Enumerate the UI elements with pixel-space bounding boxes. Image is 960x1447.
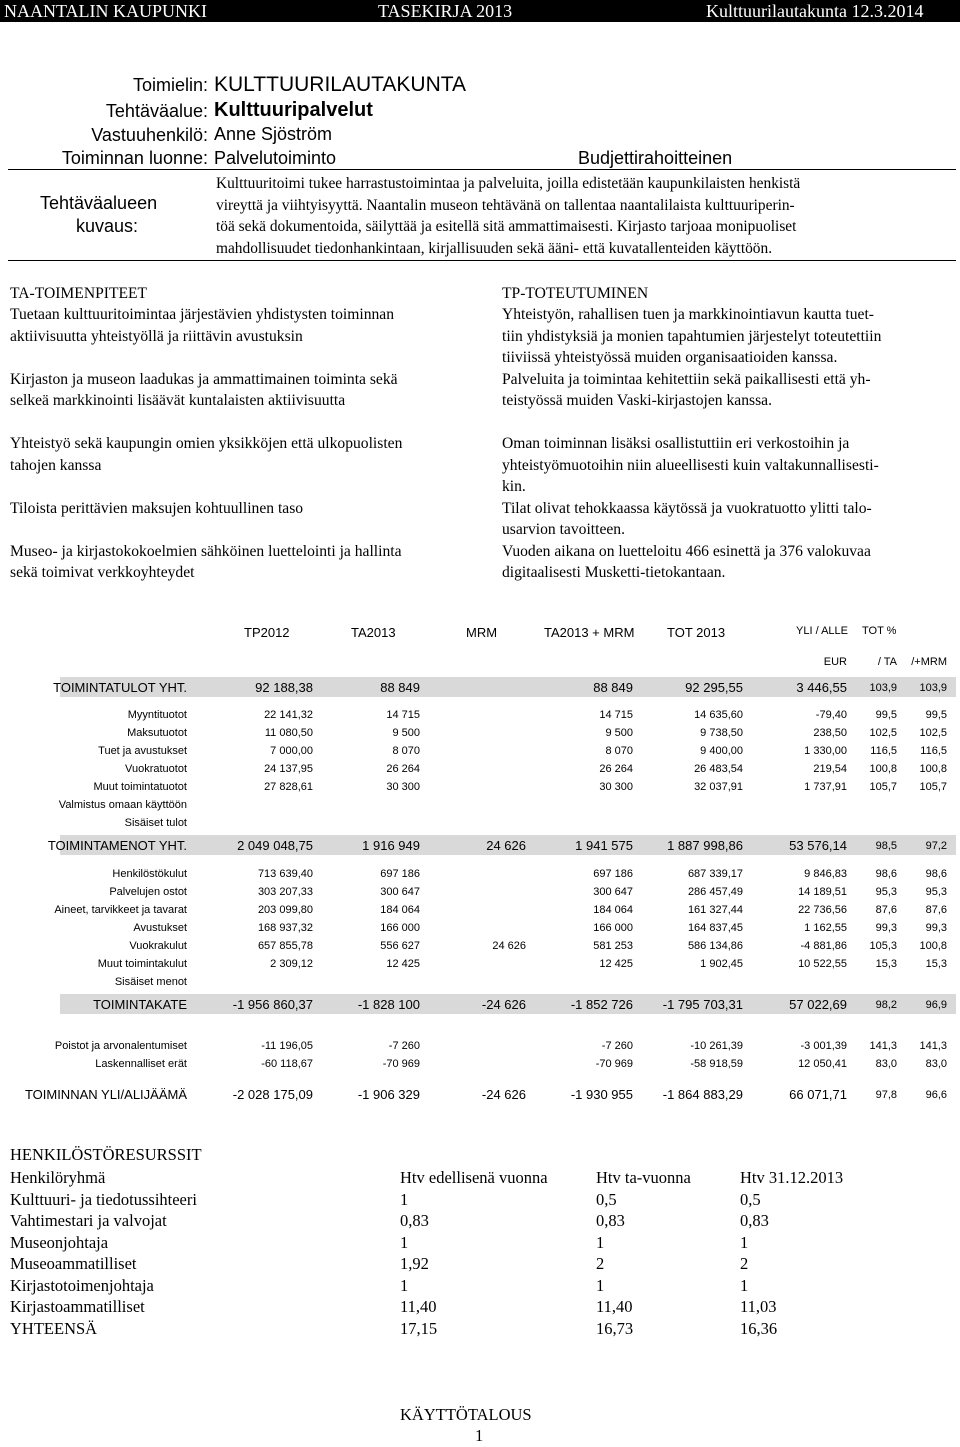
finance-col-header: YLI / ALLE xyxy=(796,625,848,637)
finance-cell: 116,5 xyxy=(920,745,947,757)
finance-row-label: Muut toimintakulut xyxy=(97,958,187,970)
finance-cell: 238,50 xyxy=(813,727,847,739)
finance-cell: 15,3 xyxy=(925,958,947,970)
total-row-label: TOIMINTAKATE xyxy=(93,997,187,1012)
finance-cell: -1 930 955 xyxy=(570,1087,633,1102)
finance-cell: 12 425 xyxy=(386,958,420,970)
finance-cell: 9 400,00 xyxy=(700,745,743,757)
finance-cell: 556 627 xyxy=(380,940,420,952)
finance-cell: 96,9 xyxy=(925,999,947,1011)
personnel-value: 0,5 xyxy=(596,1189,617,1209)
finance-cell: 99,5 xyxy=(875,709,897,721)
desc-line: vireyttä ja viihtyisyyttä. Naantalin museon tehtävänä on tallentaa naantalilaista kulttuuriperin- xyxy=(216,196,795,214)
personnel-group: YHTEENSÄ xyxy=(10,1318,98,1338)
finance-cell: 1 737,91 xyxy=(804,781,847,793)
ta-measure-line: Yhteistyö sekä kaupungin omien yksikköjen että ulkopuolisten xyxy=(10,435,403,452)
finance-cell: 105,7 xyxy=(919,781,947,793)
page-header-bar xyxy=(0,0,960,22)
label-toimielin: Toimielin: xyxy=(132,75,208,95)
finance-cell: 83,0 xyxy=(875,1058,897,1070)
finance-col-header: MRM xyxy=(466,625,498,640)
finance-cell: 116,5 xyxy=(870,745,897,757)
finance-cell: 9 738,50 xyxy=(700,727,743,739)
value-toimielin: KULTTUURILAUTAKUNTA xyxy=(214,73,467,96)
area-description xyxy=(216,173,956,259)
finance-cell: 102,5 xyxy=(919,727,947,739)
finance-cell: 203 099,80 xyxy=(257,904,313,916)
finance-row-label: Sisäiset tulot xyxy=(124,817,187,829)
finance-cell: -60 118,67 xyxy=(261,1058,313,1070)
personnel-group: Kulttuuri- ja tiedotussihteeri xyxy=(10,1189,197,1209)
ta-measure-line: Tuetaan kulttuuritoimintaa järjestävien yhdistysten toiminnan xyxy=(10,306,395,323)
finance-row-label: Avustukset xyxy=(133,922,187,934)
tp-outcome-line: usarvion tavoitteen. xyxy=(502,521,625,538)
finance-cell: 98,6 xyxy=(875,868,897,880)
tp-outcome-line: kin. xyxy=(502,478,526,495)
finance-cell: 713 639,40 xyxy=(257,868,313,880)
personnel-value: 1 xyxy=(400,1275,409,1295)
finance-cell: 141,3 xyxy=(919,1040,947,1052)
finance-cell: 87,6 xyxy=(925,904,947,916)
finance-cell: 303 207,33 xyxy=(257,886,313,898)
finance-cell: -10 261,39 xyxy=(690,1040,743,1052)
page-number: 1 xyxy=(475,1426,484,1445)
finance-cell: -1 956 860,37 xyxy=(232,997,313,1012)
ta-measure-line: Museo- ja kirjastokokoelmien sähköinen luettelointi ja hallinta xyxy=(10,542,402,560)
personnel-group: Museoammatilliset xyxy=(10,1254,137,1273)
finance-col-header: TOT 2013 xyxy=(667,625,726,640)
finance-cell: 1 902,45 xyxy=(700,958,743,970)
finance-cell: 184 064 xyxy=(380,904,420,916)
finance-cell: -1 906 329 xyxy=(357,1087,420,1102)
finance-cell: 9 500 xyxy=(605,727,633,739)
finance-cell: 286 457,49 xyxy=(687,886,743,898)
tp-outcome-line: tiiviissä yhteistyössä muiden organisaatioiden kanssa. xyxy=(502,349,838,366)
finance-cell: -79,40 xyxy=(815,709,847,721)
finance-cell: -3 001,39 xyxy=(800,1040,847,1052)
finance-cell: 657 855,78 xyxy=(257,940,313,952)
finance-cell: 98,5 xyxy=(875,840,897,852)
finance-row-label: Maksutuotot xyxy=(127,727,187,739)
personnel-value: 11,40 xyxy=(596,1297,633,1316)
ta-measure-line xyxy=(10,412,480,434)
finance-cell: 66 071,71 xyxy=(789,1087,847,1102)
header-document: TASEKIRJA 2013 xyxy=(378,1,513,21)
finance-cell: 53 576,14 xyxy=(789,838,847,853)
finance-cell: 95,3 xyxy=(875,886,897,898)
total-row-label: TOIMINTAMENOT YHT. xyxy=(47,838,187,853)
finance-cell: 12 425 xyxy=(599,958,633,970)
finance-cell: 166 000 xyxy=(380,922,420,934)
personnel-col-header: Henkilöryhmä xyxy=(10,1168,106,1187)
finance-row-label: Muut toimintatuotot xyxy=(93,781,187,793)
personnel-group: Kirjastoammatilliset xyxy=(10,1297,145,1316)
ta-measure-line: Kirjaston ja museon laadukas ja ammattimainen toiminta sekä xyxy=(10,370,398,388)
finance-cell: 96,6 xyxy=(925,1089,947,1101)
finance-cell: 14 715 xyxy=(386,709,420,721)
finance-cell: 1 916 949 xyxy=(362,838,420,853)
personnel-value: 1 xyxy=(740,1232,749,1252)
personnel-value: 1 xyxy=(400,1189,409,1209)
finance-cell: 87,6 xyxy=(875,904,897,916)
desc-line: Kulttuuritoimi tukee harrastustoimintaa ja palveluita, joilla edistetään kaupunkilaisten henkistä xyxy=(216,175,801,192)
finance-cell: 7 000,00 xyxy=(270,745,313,757)
finance-row-label: Sisäiset menot xyxy=(114,976,187,988)
finance-cell: -70 969 xyxy=(382,1058,420,1070)
finance-cell: 24 137,95 xyxy=(264,763,313,775)
finance-cell: 99,5 xyxy=(925,709,947,721)
tp-outcome-line: Palveluita ja toimintaa kehitettiin sekä paikallisesti että yh- xyxy=(502,370,871,388)
finance-cell: 3 446,55 xyxy=(796,680,847,695)
ta-measure-line: sekä toimivat verkkoyhteydet xyxy=(10,564,195,581)
finance-cell: 300 647 xyxy=(593,886,633,898)
personnel-col-header: Htv ta-vuonna xyxy=(596,1168,691,1187)
finance-cell: -1 795 703,31 xyxy=(662,997,743,1012)
tp-outcome-line: yhteistyömuotoihin niin alueellisesti kuin valtakunnallisesti- xyxy=(502,456,879,474)
finance-cell: 22 736,56 xyxy=(798,904,847,916)
finance-cell: 697 186 xyxy=(593,868,633,880)
finance-cell: 105,3 xyxy=(869,940,897,952)
personnel-value: 0,83 xyxy=(596,1211,625,1230)
finance-cell: 300 647 xyxy=(380,886,420,898)
personnel-group: Vahtimestari ja valvojat xyxy=(10,1211,167,1230)
tp-outcome-line: teistyössä muiden Vaski-kirjastojen kanssa. xyxy=(502,392,772,409)
header-board-date: Kulttuurilautakunta 12.3.2014 xyxy=(706,1,924,21)
finance-cell: 1 162,55 xyxy=(804,922,847,934)
ta-measure-line: selkeä markkinointi lisäävät kuntalaisten aktiivisuutta xyxy=(10,392,346,409)
finance-cell: 9 500 xyxy=(392,727,420,739)
finance-cell: 1 330,00 xyxy=(804,745,847,757)
finance-cell: -1 828 100 xyxy=(357,997,420,1012)
finance-cell: 102,5 xyxy=(869,727,897,739)
finance-cell: -24 626 xyxy=(481,1087,526,1102)
finance-col-header: TA2013 xyxy=(351,625,396,640)
tp-outcome-line: Oman toiminnan lisäksi osallistuttiin eri verkostoihin ja xyxy=(502,435,850,452)
finance-cell: 164 837,45 xyxy=(687,922,743,934)
finance-cell: 586 134,86 xyxy=(687,940,743,952)
finance-row-label: Aineet, tarvikkeet ja tavarat xyxy=(54,904,187,916)
personnel-value: 1 xyxy=(740,1275,749,1295)
finance-cell: -1 864 883,29 xyxy=(662,1087,743,1102)
finance-row-label: Henkilöstökulut xyxy=(112,868,187,880)
label-tehtavaalue: Tehtäväalue: xyxy=(105,101,208,121)
desc-label-line2: kuvaus: xyxy=(76,216,139,236)
finance-cell: 30 300 xyxy=(386,781,420,793)
finance-cell: 687 339,17 xyxy=(687,868,743,880)
finance-cell: 92 295,55 xyxy=(685,680,743,695)
label-toiminnan-luonne: Toiminnan luonne: xyxy=(61,148,208,168)
footer-title: KÄYTTÖTALOUS xyxy=(400,1405,532,1424)
finance-cell: 26 483,54 xyxy=(694,763,743,775)
divider xyxy=(8,169,956,170)
total-row-label: TOIMINNAN YLI/ALIJÄÄMÄ xyxy=(24,1087,187,1102)
ta-measures-title: TA-TOIMENPITEET xyxy=(10,285,148,302)
finance-col-header: TOT % xyxy=(862,625,897,637)
personnel-value: 0,5 xyxy=(740,1189,761,1209)
personnel-group: Kirjastotoimenjohtaja xyxy=(10,1275,154,1295)
finance-cell: 12 050,41 xyxy=(798,1058,847,1070)
tp-outcome-line: Yhteistyön, rahallisen tuen ja markkinointiavun kautta tuet- xyxy=(502,306,874,323)
ta-measure-line: aktiivisuutta yhteistyöllä ja riittävin avustuksin xyxy=(10,327,303,345)
tp-outcome-line: digitaalisesti Musketti-tietokantaan. xyxy=(502,564,726,581)
personnel-col-header: Htv edellisenä vuonna xyxy=(400,1168,548,1187)
finance-cell: -4 881,86 xyxy=(800,940,847,952)
personnel-value: 1 xyxy=(400,1232,409,1252)
finance-row-label: Palvelujen ostot xyxy=(109,886,187,898)
personnel-title: HENKILÖSTÖRESURSSIT xyxy=(10,1145,202,1164)
finance-cell: 103,9 xyxy=(869,682,897,694)
finance-cell: 100,8 xyxy=(919,940,947,952)
finance-row-label: Valmistus omaan käyttöön xyxy=(58,799,187,811)
finance-cell: 88 849 xyxy=(593,680,633,695)
ta-measures-list xyxy=(10,304,480,584)
ta-measure-line xyxy=(10,347,480,369)
personnel-value: 16,36 xyxy=(740,1318,778,1338)
finance-cell: 14 189,51 xyxy=(798,886,847,898)
finance-cell: 22 141,32 xyxy=(264,709,313,721)
finance-cell: 161 327,44 xyxy=(687,904,743,916)
finance-cell: 166 000 xyxy=(593,922,633,934)
finance-row-label: Vuokratuotot xyxy=(125,763,187,775)
finance-cell: 2 049 048,75 xyxy=(237,838,313,853)
ta-measure-line xyxy=(10,476,480,498)
tp-outcome-title: TP-TOTEUTUMINEN xyxy=(502,285,649,302)
finance-cell: 184 064 xyxy=(593,904,633,916)
ta-measure-line xyxy=(10,519,480,541)
personnel-value: 17,15 xyxy=(400,1318,438,1338)
finance-col-header: TP2012 xyxy=(244,625,290,640)
finance-cell: -7 260 xyxy=(601,1040,633,1052)
finance-cell: 95,3 xyxy=(925,886,947,898)
personnel-value: 0,83 xyxy=(400,1211,429,1230)
finance-cell: 15,3 xyxy=(875,958,897,970)
finance-cell: 97,8 xyxy=(875,1089,897,1101)
finance-cell: -58 918,59 xyxy=(690,1058,743,1070)
finance-cell: 92 188,38 xyxy=(255,680,313,695)
finance-cell: -2 028 175,09 xyxy=(232,1087,313,1102)
finance-cell: 98,2 xyxy=(875,999,897,1011)
finance-cell: 14 635,60 xyxy=(694,709,743,721)
finance-cell: 697 186 xyxy=(380,868,420,880)
finance-cell: 100,8 xyxy=(869,763,897,775)
ta-measure-line: tahojen kanssa xyxy=(10,456,102,474)
tp-outcome-line: Tilat olivat tehokkaassa käytössä ja vuokratuotto ylitti talo- xyxy=(502,499,872,517)
finance-col-header: TA2013 + MRM xyxy=(544,625,635,640)
tp-outcome-line: tiin yhdistyksiä ja monien tapahtumien järjestelyt toteutettiin xyxy=(502,327,882,345)
total-row-label: TOIMINTATULOT YHT. xyxy=(53,680,187,695)
finance-col-subheader: /+MRM xyxy=(911,656,947,668)
finance-row-label: Tuet ja avustukset xyxy=(98,745,187,757)
personnel-value: 1,92 xyxy=(400,1254,429,1273)
finance-cell: 219,54 xyxy=(813,763,847,775)
finance-cell: 32 037,91 xyxy=(694,781,743,793)
finance-cell: 8 070 xyxy=(392,745,420,757)
label-vastuuhenkilo: Vastuuhenkilö: xyxy=(91,125,208,145)
finance-cell: 26 264 xyxy=(599,763,633,775)
personnel-value: 0,83 xyxy=(740,1211,769,1230)
personnel-value: 2 xyxy=(596,1254,605,1273)
finance-cell: 99,3 xyxy=(875,922,897,934)
finance-cell: 24 626 xyxy=(486,838,526,853)
finance-cell: -1 852 726 xyxy=(570,997,633,1012)
finance-cell: -24 626 xyxy=(481,997,526,1012)
finance-cell: 2 309,12 xyxy=(270,958,313,970)
ta-measure-line: Tiloista perittävien maksujen kohtuullinen taso xyxy=(10,499,304,517)
tp-outcome-list xyxy=(502,304,954,584)
finance-cell: 88 849 xyxy=(380,680,420,695)
finance-cell: 103,9 xyxy=(919,682,947,694)
finance-cell: 9 846,83 xyxy=(804,868,847,880)
personnel-value: 2 xyxy=(740,1254,749,1273)
finance-cell: 24 626 xyxy=(492,940,526,952)
tp-outcome-line: Vuoden aikana on luetteloitu 466 esinettä ja 376 valokuvaa xyxy=(502,542,871,560)
finance-col-subheader: / TA xyxy=(877,656,897,668)
header-city: NAANTALIN KAUPUNKI xyxy=(4,1,208,21)
finance-cell: 581 253 xyxy=(593,940,633,952)
finance-cell: 8 070 xyxy=(605,745,633,757)
finance-cell: 83,0 xyxy=(925,1058,947,1070)
finance-cell: 105,7 xyxy=(869,781,897,793)
personnel-value: 11,03 xyxy=(740,1297,777,1316)
value-vastuuhenkilo: Anne Sjöström xyxy=(214,124,333,144)
finance-row-label: Poistot ja arvonalentumiset xyxy=(54,1040,187,1052)
finance-cell: 100,8 xyxy=(919,763,947,775)
finance-cell: 168 937,32 xyxy=(257,922,313,934)
finance-row-label: Myyntituotot xyxy=(127,709,187,721)
finance-cell: 11 080,50 xyxy=(264,727,313,739)
finance-cell: -70 969 xyxy=(595,1058,633,1070)
finance-row-label: Vuokrakulut xyxy=(129,940,187,952)
desc-line: töä sekä dokumentoida, säilyttää ja esitellä sitä ammattimaisesti. Kirjasto tarjoaa monipuoliset xyxy=(216,218,797,235)
finance-cell: 14 715 xyxy=(599,709,633,721)
tp-outcome-line xyxy=(502,412,954,434)
finance-cell: 26 264 xyxy=(386,763,420,775)
personnel-value: 11,40 xyxy=(400,1297,437,1316)
personnel-value: 16,73 xyxy=(596,1318,634,1338)
finance-cell: 57 022,69 xyxy=(789,997,847,1012)
finance-row-label: Laskennalliset erät xyxy=(95,1058,187,1070)
value-tehtavaalue: Kulttuuripalvelut xyxy=(214,99,373,121)
personnel-group: Museonjohtaja xyxy=(10,1232,109,1252)
finance-cell: 1 941 575 xyxy=(575,838,633,853)
desc-label-line1: Tehtäväalueen xyxy=(40,193,158,213)
finance-cell: 99,3 xyxy=(925,922,947,934)
budget-type: Budjettirahoitteinen xyxy=(578,148,733,168)
divider xyxy=(8,260,956,261)
finance-cell: 1 887 998,86 xyxy=(667,838,743,853)
personnel-col-header: Htv 31.12.2013 xyxy=(740,1168,844,1187)
finance-col-subheader: EUR xyxy=(823,656,847,668)
finance-cell: 27 828,61 xyxy=(264,781,313,793)
finance-cell: 30 300 xyxy=(599,781,633,793)
finance-cell: 98,6 xyxy=(925,868,947,880)
finance-cell: -7 260 xyxy=(388,1040,420,1052)
desc-line: mahdollisuudet tiedonhankintaan, kirjallisuuden sekä ääni- että kuvatallenteiden käyttöön. xyxy=(216,239,773,257)
finance-cell: 10 522,55 xyxy=(798,958,847,970)
finance-cell: -11 196,05 xyxy=(261,1040,313,1052)
finance-cell: 141,3 xyxy=(869,1040,897,1052)
personnel-value: 1 xyxy=(596,1275,605,1295)
finance-cell: 97,2 xyxy=(925,840,947,852)
value-toiminnan-luonne: Palvelutoiminto xyxy=(214,148,337,168)
personnel-value: 1 xyxy=(596,1232,605,1252)
